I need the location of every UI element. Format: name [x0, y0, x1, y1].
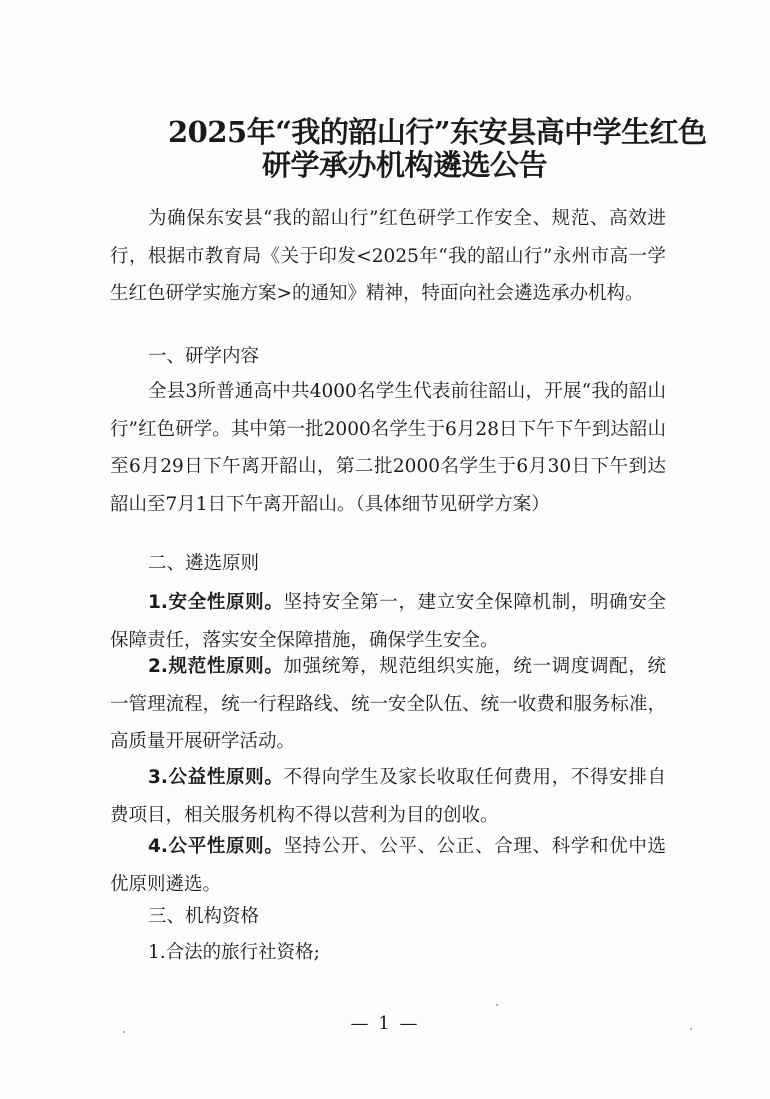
principle-lead: 4.公平性原则。 [148, 836, 284, 857]
section-content-paragraph: 全县3所普通高中共4000名学生代表前往韶山，开展“我的韶山行”红色研学。其中第一批2000名学生于6月28日下午下午到达韶山至6月29日下午离开韶山，第二批2000名学生于6月30日下午到达韶山至7月1日下午离开韶山。（具体细节见研学方案） [110, 381, 666, 515]
scan-speck [496, 1004, 498, 1006]
principle-lead: 2.规范性原则。 [148, 656, 284, 677]
principle-text: 不得向学生及家长收取任何费用，不得安排自费项目，相关服务机构不得以营利为目的创收。 [110, 767, 666, 826]
section-heading-qualification: 三、机构资格 [148, 906, 260, 927]
page-number: — 1 — [350, 1013, 420, 1034]
intro-paragraph: 为确保东安县“我的韶山行”红色研学工作安全、规范、高效进行，根据市教育局《关于印发<2025年“我的韶山行”永州市高一学生红色研学实施方案>的通知》精神，特面向社会遴选承办机构。 [110, 208, 666, 304]
document-title-line-2: 研学承办机构遴选公告 [262, 148, 548, 182]
principle-lead: 3.公益性原则。 [148, 767, 284, 788]
scan-speck [690, 1028, 692, 1030]
section-heading-content: 一、研学内容 [148, 346, 260, 367]
document-title-line-1: 2025年“我的韶山行”东安县高中学生红色 [168, 115, 707, 149]
principle-item [110, 828, 666, 903]
scan-speck [123, 1031, 125, 1033]
qualification-item: 1.合法的旅行社资格; [148, 942, 320, 963]
principle-text: 坚持公开、公平、公正、合理、科学和优中选优原则遴选。 [110, 836, 666, 895]
section-heading-principles: 二、遴选原则 [148, 553, 260, 574]
principle-item [110, 759, 666, 834]
principle-lead: 1.安全性原则。 [148, 592, 284, 613]
principle-text: 坚持安全第一，建立安全保障机制，明确安全保障责任，落实安全保障措施，确保学生安全。 [110, 592, 666, 651]
principle-item [110, 648, 666, 761]
principle-text: 加强统筹，规范组织实施，统一调度调配，统一管理流程，统一行程路线、统一安全队伍、统一收费和服务标准，高质量开展研学活动。 [110, 656, 666, 752]
